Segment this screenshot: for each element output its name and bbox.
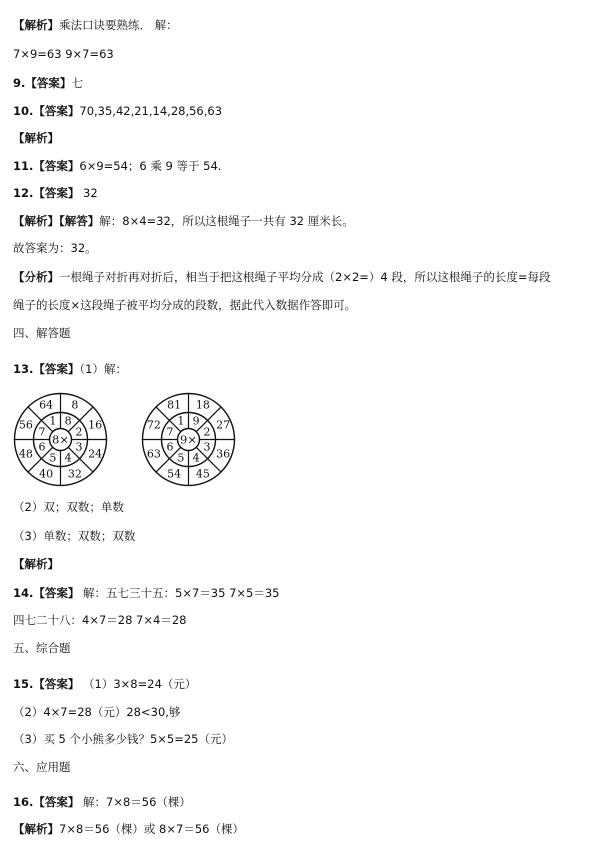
inner-number: 4 <box>64 451 72 465</box>
outer-product: 16 <box>88 418 103 432</box>
inner-number: 4 <box>192 451 200 465</box>
label: 9.【答案】 <box>13 76 72 90</box>
text: 6×9=54；6 乘 9 等于 54. <box>79 159 222 173</box>
label: 10.【答案】 <box>13 104 80 118</box>
multiplication-wheel-8 <box>13 392 108 487</box>
outer-product: 63 <box>146 447 161 461</box>
label: 【解析】 <box>13 557 59 571</box>
text: 故答案为：32。 <box>13 241 97 255</box>
line-13 <box>13 361 127 377</box>
outer-product: 8 <box>71 398 79 412</box>
line-10 <box>13 269 551 285</box>
line-8 <box>13 213 354 229</box>
line-14 <box>13 499 124 515</box>
section-heading: 六、应用题 <box>13 760 71 774</box>
text: （2）4×7=28（元）28<30,够 <box>13 705 181 719</box>
inner-number: 5 <box>49 451 57 465</box>
section-heading: 四、解答题 <box>13 326 71 340</box>
text: 32 <box>79 186 98 200</box>
center-multiplier: 9× <box>180 432 197 447</box>
inner-number: 1 <box>49 414 57 428</box>
wheel-8-drawing <box>13 392 108 487</box>
outer-product: 48 <box>18 447 33 461</box>
text: （1）3×8=24（元） <box>79 677 197 691</box>
inner-number: 6 <box>166 440 174 454</box>
line-6 <box>13 158 221 174</box>
inner-number: 1 <box>177 414 185 428</box>
label: 11.【答案】 <box>13 159 80 173</box>
text: 7×9=63 9×7=63 <box>13 47 114 61</box>
outer-product: 64 <box>39 398 54 412</box>
text: （3）买 5 个小熊多少钱？5×5=25（元） <box>13 732 233 746</box>
line-24 <box>13 794 191 810</box>
outer-product: 36 <box>216 447 231 461</box>
outer-product: 54 <box>167 467 182 481</box>
line-1 <box>13 17 178 33</box>
line-4 <box>13 103 222 119</box>
text: （3）单数；双数；双数 <box>13 529 136 543</box>
text: 四七二十八：4×7＝28 7×4＝28 <box>13 613 187 627</box>
text: 七 <box>71 76 83 90</box>
outer-product: 40 <box>39 467 54 481</box>
inner-number: 2 <box>75 425 83 439</box>
line-19 <box>13 640 71 656</box>
label: 13.【答案】 <box>13 362 80 376</box>
label: 【分析】 <box>13 270 59 284</box>
line-15 <box>13 528 135 544</box>
outer-product: 18 <box>195 398 210 412</box>
outer-product: 45 <box>195 467 210 481</box>
line-25 <box>13 821 244 837</box>
inner-number: 6 <box>38 440 46 454</box>
text: 解：7×8＝56（棵） <box>79 795 191 809</box>
line-12 <box>13 325 71 341</box>
line-7 <box>13 185 98 201</box>
text: 7×8＝56（棵）或 8×7＝56（棵） <box>59 822 244 836</box>
inner-number: 7 <box>38 425 46 439</box>
line-18 <box>13 612 186 628</box>
label: 12.【答案】 <box>13 186 80 200</box>
label: 【解析】【解答】 <box>13 214 100 228</box>
text: 解：8×4=32，所以这根绳子一共有 32 厘米长。 <box>99 214 354 228</box>
text: 70,35,42,21,14,28,56,63 <box>79 104 223 118</box>
line-11 <box>13 297 356 313</box>
label: 16.【答案】 <box>13 795 80 809</box>
label: 【解析】 <box>13 18 59 32</box>
wheel-9-drawing <box>141 392 236 487</box>
label: 【解析】 <box>13 822 59 836</box>
label: 【解析】 <box>13 131 59 145</box>
line-22 <box>13 731 233 747</box>
line-17 <box>13 585 280 601</box>
inner-number: 5 <box>177 451 185 465</box>
line-3 <box>13 75 83 91</box>
line-20 <box>13 676 196 692</box>
line-21 <box>13 704 180 720</box>
inner-number: 8 <box>64 414 72 428</box>
label: 15.【答案】 <box>13 677 80 691</box>
outer-product: 56 <box>18 418 33 432</box>
inner-number: 3 <box>203 440 211 454</box>
line-16 <box>13 556 59 572</box>
text: （2）双；双数；单数 <box>13 500 124 514</box>
line-23 <box>13 759 71 775</box>
inner-number: 7 <box>166 425 174 439</box>
line-5 <box>13 130 59 146</box>
outer-product: 27 <box>216 418 231 432</box>
text: 一根绳子对折再对折后，相当于把这根绳子平均分成（2×2=）4 段，所以这根绳子的长度=每段 <box>59 270 551 284</box>
line-2 <box>13 46 114 62</box>
section-heading: 五、综合题 <box>13 641 71 655</box>
inner-number: 3 <box>75 440 83 454</box>
outer-product: 81 <box>167 398 182 412</box>
text: 绳子的长度×这段绳子被平均分成的段数，据此代入数据作答即可。 <box>13 298 357 312</box>
text: 解：五七三十五：5×7＝35 7×5＝35 <box>79 586 280 600</box>
inner-number: 2 <box>203 425 211 439</box>
multiplication-wheel-9 <box>141 392 236 487</box>
line-9 <box>13 240 97 256</box>
center-multiplier: 8× <box>52 432 69 447</box>
text: 乘法口诀要熟练． 解： <box>59 18 178 32</box>
outer-product: 24 <box>88 447 103 461</box>
text: （1）解： <box>79 362 127 376</box>
label: 14.【答案】 <box>13 586 80 600</box>
inner-number: 9 <box>192 414 200 428</box>
outer-product: 32 <box>67 467 82 481</box>
outer-product: 72 <box>146 418 161 432</box>
